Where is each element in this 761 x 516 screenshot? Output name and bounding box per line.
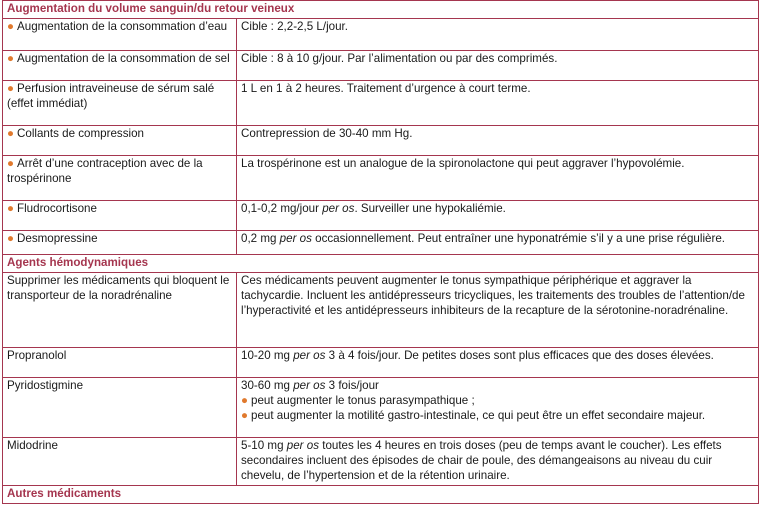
treatment-label: ● Perfusion intraveineuse de sérum salé (effet immédiat)	[3, 81, 237, 126]
treatment-detail: 10-20 mg per os 3 à 4 fois/jour. De petites doses sont plus efficaces que des doses élevées.	[237, 348, 759, 378]
table-row	[3, 378, 759, 438]
side-effect-list	[241, 393, 754, 423]
treatment-detail: 5-10 mg per os toutes les 4 heures en trois doses (peu de temps avant le coucher). Les effets secondaires incluent des épisodes de chair de poule, des démangeaisons au niveau du cuir chevelu, de l’hypertension et de la rétention urinaire.	[237, 438, 759, 486]
table-row	[3, 201, 759, 231]
treatment-label: Pyridostigmine	[3, 378, 237, 438]
bullet-icon: ●	[7, 127, 15, 140]
treatment-detail: 1 L en 1 à 2 heures. Traitement d’urgence à court terme.	[237, 81, 759, 126]
treatment-label: ● Augmentation de la consommation d’eau	[3, 19, 237, 51]
bullet-icon: ●	[7, 202, 15, 215]
treatment-detail: Cible : 8 à 10 g/jour. Par l’alimentation ou par des comprimés.	[237, 51, 759, 81]
treatment-detail: 0,1-0,2 mg/jour per os. Surveiller une hypokaliémie.	[237, 201, 759, 231]
section-heading: Autres médicaments	[3, 486, 759, 504]
bullet-icon: ●	[7, 20, 15, 33]
treatment-detail: Cible : 2,2-2,5 L/jour.	[237, 19, 759, 51]
table-row	[3, 348, 759, 378]
treatment-detail: 30-60 mg per os 3 fois/jour ● peut augmenter le tonus parasympathique ; ● peut augmenter la motilité gastro-intestinale, ce qui peut être un effet secondaire majeur.	[237, 378, 759, 438]
bullet-icon: ●	[7, 157, 15, 170]
treatment-label: Supprimer les médicaments qui bloquent le transporteur de la noradrénaline	[3, 273, 237, 348]
bullet-icon: ●	[7, 52, 15, 65]
section-heading: Augmentation du volume sanguin/du retour veineux	[3, 1, 759, 19]
treatment-detail: La trospérinone est un analogue de la spironolactone qui peut aggraver l’hypovolémie.	[237, 156, 759, 201]
section-heading: Agents hémodynamiques	[3, 255, 759, 273]
table-row	[3, 81, 759, 126]
bullet-icon: ●	[241, 394, 249, 407]
list-item: ● peut augmenter la motilité gastro-intestinale, ce qui peut être un effet secondaire majeur.	[241, 409, 706, 422]
treatment-label: Midodrine	[3, 438, 237, 486]
table-row	[3, 438, 759, 486]
treatment-label: ● Fludrocortisone	[3, 201, 237, 231]
treatment-detail: Ces médicaments peuvent augmenter le tonus sympathique périphérique et aggraver la tachycardie. Incluent les antidépresseurs tricycliques, les traitements des troubles de l’attention/de l’hyperactivité et les antidépresseurs inhibiteurs de la recapture de la sérotonine-noradrénaline.	[237, 273, 759, 348]
treatment-label: ● Collants de compression	[3, 126, 237, 156]
list-item: ● peut augmenter le tonus parasympathique ;	[241, 394, 475, 407]
bullet-icon: ●	[7, 232, 15, 245]
bullet-icon: ●	[241, 409, 249, 422]
treatment-detail: 0,2 mg per os occasionnellement. Peut entraîner une hyponatrémie s’il y a une prise régulière.	[237, 231, 759, 255]
table-row	[3, 51, 759, 81]
table-row	[3, 19, 759, 51]
table-row	[3, 273, 759, 348]
treatment-label: ● Desmopressine	[3, 231, 237, 255]
treatment-table	[2, 0, 759, 504]
treatment-detail: Contrepression de 30-40 mm Hg.	[237, 126, 759, 156]
treatment-label: ● Augmentation de la consommation de sel	[3, 51, 237, 81]
table-row	[3, 231, 759, 255]
table-row	[3, 126, 759, 156]
treatment-label: ● Arrêt d’une contraception avec de la trospérinone	[3, 156, 237, 201]
bullet-icon: ●	[7, 82, 15, 95]
table-row	[3, 156, 759, 201]
treatment-label: Propranolol	[3, 348, 237, 378]
